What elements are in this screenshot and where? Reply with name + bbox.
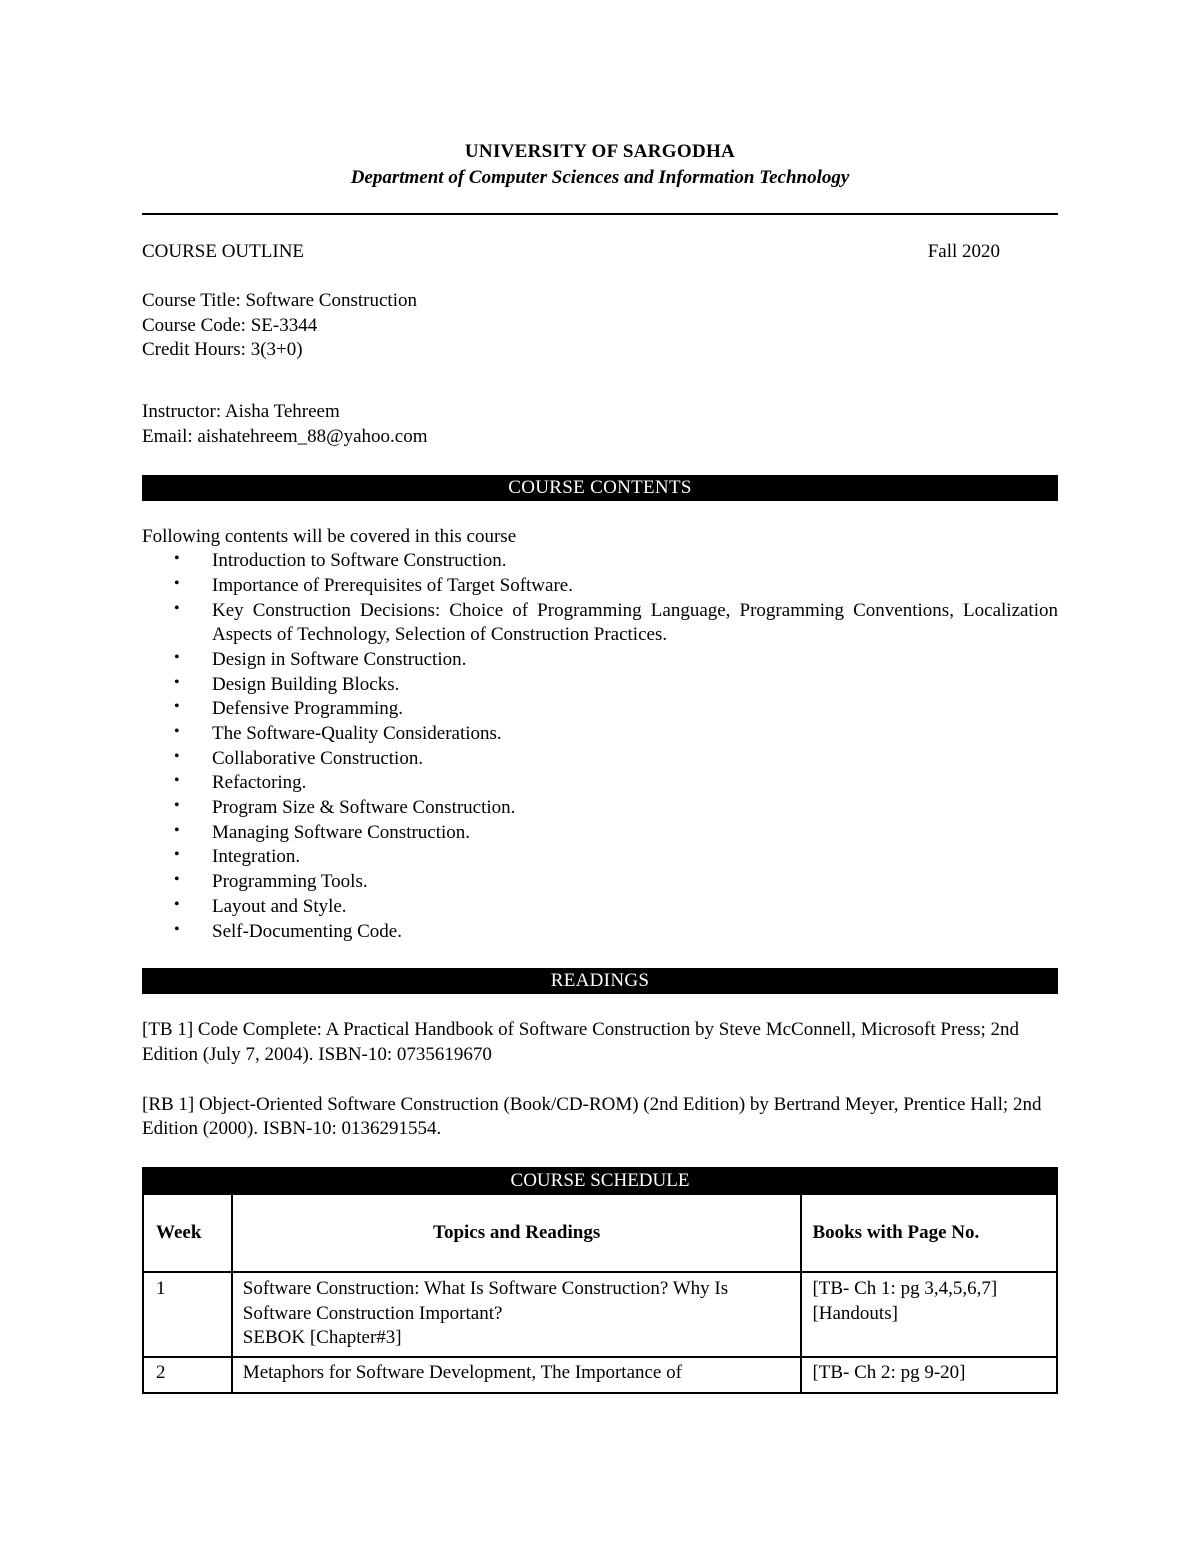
section-heading-course-schedule: COURSE SCHEDULE (143, 1168, 1057, 1194)
instructor-name: Instructor: Aisha Tehreem (142, 401, 340, 423)
bullet-icon: • (174, 797, 180, 815)
bullet-icon: • (174, 821, 180, 839)
instructor-info (142, 400, 1058, 449)
bullet-icon: • (174, 599, 180, 617)
bullet-icon: • (174, 747, 180, 765)
list-item: • Introduction to Software Construction. (174, 550, 507, 572)
course-meta (142, 289, 1058, 363)
list-item: • Programming Tools. (174, 871, 368, 893)
books-cell: [TB- Ch 1: pg 3,4,5,6,7] [Handouts] (801, 1272, 1057, 1357)
bullet-icon: • (174, 698, 180, 716)
list-item: • Self-Documenting Code. (174, 920, 402, 942)
column-header-topics: Topics and Readings (232, 1194, 802, 1272)
bullet-icon: • (174, 871, 180, 889)
table-row (143, 1357, 1057, 1393)
list-item: • Design Building Blocks. (174, 673, 400, 695)
header-divider (142, 213, 1058, 215)
bullet-icon: • (174, 895, 180, 913)
bullet-icon: • (174, 550, 180, 568)
list-item: • Design in Software Construction. (174, 648, 467, 670)
bullet-icon: • (174, 648, 180, 666)
bullet-icon: • (174, 846, 180, 864)
list-item: • The Software-Quality Considerations. (174, 723, 502, 744)
list-item: • Layout and Style. (174, 895, 347, 917)
department-name: Department of Computer Sciences and Information Technology (350, 166, 850, 188)
bullet-icon: • (174, 723, 180, 740)
week-cell: 1 (143, 1272, 232, 1357)
contents-intro: Following contents will be covered in this course (142, 525, 517, 547)
section-heading-course-contents: COURSE CONTENTS (142, 475, 1058, 501)
list-item: • Integration. (174, 846, 301, 868)
bullet-icon: • (174, 673, 180, 691)
topics-cell: Software Construction: What Is Software Construction? Why Is Software Construction Important? SEBOK [Chapter#3] (232, 1272, 802, 1357)
term-label: Fall 2020 (927, 241, 1000, 263)
column-header-books: Books with Page No. (801, 1194, 1057, 1272)
list-item: • Defensive Programming. (174, 698, 404, 720)
topics-cell: Metaphors for Software Development, The Importance of (232, 1357, 802, 1393)
column-header-week: Week (143, 1194, 232, 1272)
bullet-icon: • (174, 574, 180, 592)
list-item: • Key Construction Decisions: Choice of Programming Language, Programming Conventions, Localization Aspects of Technology, Selection of Construction Practices. (174, 599, 1058, 646)
university-name: UNIVERSITY OF SARGODHA (464, 141, 736, 162)
bullet-icon: • (174, 920, 180, 938)
table-row (143, 1272, 1057, 1357)
list-item: • Program Size & Software Construction. (174, 797, 516, 819)
reading-reference-book: [RB 1] Object-Oriented Software Construction (Book/CD-ROM) (2nd Edition) by Bertrand Meyer, Prentice Hall; 2nd Edition (2000). ISBN-10: 0136291554. (142, 1093, 1042, 1140)
course-code: Course Code: SE-3344 (142, 314, 318, 336)
course-schedule-table (142, 1167, 1058, 1394)
instructor-email: Email: aishatehreem_88@yahoo.com (142, 425, 428, 447)
bullet-icon: • (174, 772, 180, 790)
outline-row (142, 240, 1058, 265)
document-page (142, 140, 1058, 1394)
list-item: • Managing Software Construction. (174, 821, 471, 843)
credit-hours: Credit Hours: 3(3+0) (142, 339, 303, 361)
outline-label: COURSE OUTLINE (142, 241, 305, 263)
course-title: Course Title: Software Construction (142, 290, 417, 312)
list-item: • Importance of Prerequisites of Target Software. (174, 574, 573, 596)
reading-textbook: [TB 1] Code Complete: A Practical Handbook of Software Construction by Steve McConnell, Microsoft Press; 2nd Edition (July 7, 2004). ISBN-10: 0735619670 (142, 1019, 1020, 1065)
week-cell: 2 (143, 1357, 232, 1393)
list-item: • Collaborative Construction. (174, 747, 424, 769)
section-heading-readings: READINGS (142, 968, 1058, 994)
books-cell: [TB- Ch 2: pg 9-20] (801, 1357, 1057, 1393)
list-item: • Refactoring. (174, 772, 307, 794)
contents-list (142, 549, 1058, 944)
